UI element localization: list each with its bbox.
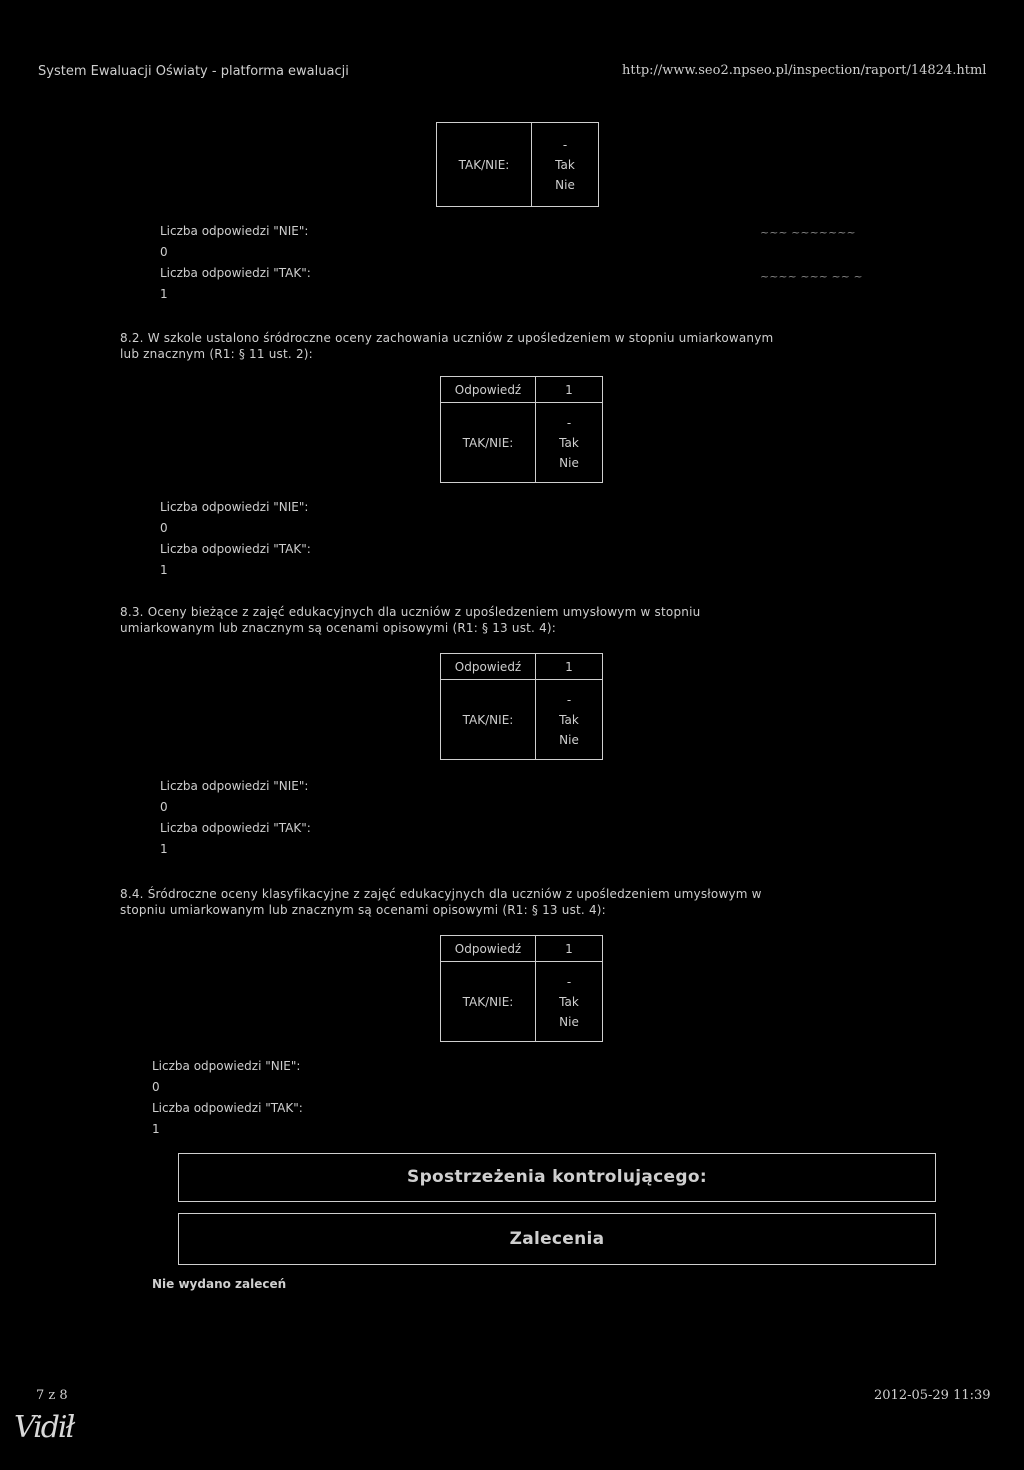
answer-options (536, 962, 603, 1042)
yes-count-label: Liczba odpowiedzi "TAK": (152, 1101, 303, 1115)
yes-count-label: Liczba odpowiedzi "TAK": (160, 821, 311, 835)
no-count-label: Liczba odpowiedzi "NIE": (160, 500, 309, 514)
counts-top (160, 221, 311, 305)
print-timestamp: 2012-05-29 11:39 (874, 1388, 991, 1403)
option-yes: Tak (559, 994, 579, 1009)
option-no: Nie (555, 177, 575, 192)
margin-scribble-1: ~~~ ~~~~~~~ (760, 226, 856, 239)
question-8-2-title (120, 330, 773, 362)
question-title-line: stopniu umiarkowanym lub znacznym są ocenami opisowymi (R1: § 13 ust. 4): (120, 903, 606, 917)
no-count-value: 0 (160, 521, 168, 535)
answer-header-label: Odpowiedź (441, 654, 536, 680)
option-dash: - (566, 415, 572, 430)
answer-label: TAK/NIE: (441, 403, 536, 483)
observations-section-header: Spostrzeżenia kontrolującego: (178, 1153, 936, 1202)
answer-header-label: Odpowiedź (441, 377, 536, 403)
yes-count-label: Liczba odpowiedzi "TAK": (160, 266, 311, 280)
option-no: Nie (559, 1014, 579, 1029)
question-title-line: lub znacznym (R1: § 11 ust. 2): (120, 347, 313, 361)
question-title-line: 8.4. Śródroczne oceny klasyfikacyjne z zajęć edukacyjnych dla uczniów z upośledzeniem umysłowym w (120, 887, 762, 901)
handwritten-signature: Vidił (14, 1410, 74, 1445)
option-dash: - (566, 974, 572, 989)
answer-header-label: Odpowiedź (441, 936, 536, 962)
answer-table-8-4 (440, 935, 603, 1042)
answer-table-top (436, 122, 599, 207)
option-dash: - (566, 692, 572, 707)
no-count-label: Liczba odpowiedzi "NIE": (160, 779, 309, 793)
answer-options (536, 403, 603, 483)
yes-count-label: Liczba odpowiedzi "TAK": (160, 542, 311, 556)
yes-count-value: 1 (160, 287, 168, 301)
page-number: 7 z 8 (36, 1388, 68, 1403)
answer-header-value: 1 (536, 654, 603, 680)
answer-label: TAK/NIE: (441, 962, 536, 1042)
question-title-line: 8.2. W szkole ustalono śródroczne oceny zachowania uczniów z upośledzeniem w stopniu umiarkowanym (120, 331, 774, 345)
margin-scribble-2: ~~~~ ~~~ ~~ ~ (760, 270, 863, 283)
option-yes: Tak (559, 712, 579, 727)
answer-options (536, 680, 603, 760)
question-title-line: 8.3. Oceny bieżące z zajęć edukacyjnych dla uczniów z upośledzeniem umysłowym w stopniu (120, 605, 701, 619)
answer-label: TAK/NIE: (437, 123, 532, 207)
option-no: Nie (559, 455, 579, 470)
recommendations-section-header: Zalecenia (178, 1213, 936, 1265)
question-title-line: umiarkowanym lub znacznym są ocenami opisowymi (R1: § 13 ust. 4): (120, 621, 557, 635)
answer-label: TAK/NIE: (441, 680, 536, 760)
option-no: Nie (559, 732, 579, 747)
page-header-url[interactable]: http://www.seo2.npseo.pl/inspection/raport/14824.html (622, 63, 987, 78)
yes-count-value: 1 (152, 1122, 160, 1136)
yes-count-value: 1 (160, 842, 168, 856)
counts-8-4 (152, 1056, 303, 1140)
option-yes: Tak (555, 157, 575, 172)
no-count-value: 0 (152, 1080, 160, 1094)
answer-header-value: 1 (536, 936, 603, 962)
no-count-label: Liczba odpowiedzi "NIE": (160, 224, 309, 238)
option-yes: Tak (559, 435, 579, 450)
answer-table-8-2 (440, 376, 603, 483)
answer-table-8-3 (440, 653, 603, 760)
yes-count-value: 1 (160, 563, 168, 577)
counts-8-3 (160, 776, 311, 860)
no-count-label: Liczba odpowiedzi "NIE": (152, 1059, 301, 1073)
no-recommendations-text: Nie wydano zaleceń (152, 1277, 287, 1291)
page-header-title: System Ewaluacji Oświaty - platforma ewaluacji (38, 64, 349, 79)
counts-8-2 (160, 497, 311, 581)
question-8-3-title (120, 604, 700, 636)
question-8-4-title (120, 886, 762, 918)
answer-header-value: 1 (536, 377, 603, 403)
no-count-value: 0 (160, 800, 168, 814)
answer-options (532, 123, 599, 207)
option-dash: - (562, 137, 568, 152)
no-count-value: 0 (160, 245, 168, 259)
